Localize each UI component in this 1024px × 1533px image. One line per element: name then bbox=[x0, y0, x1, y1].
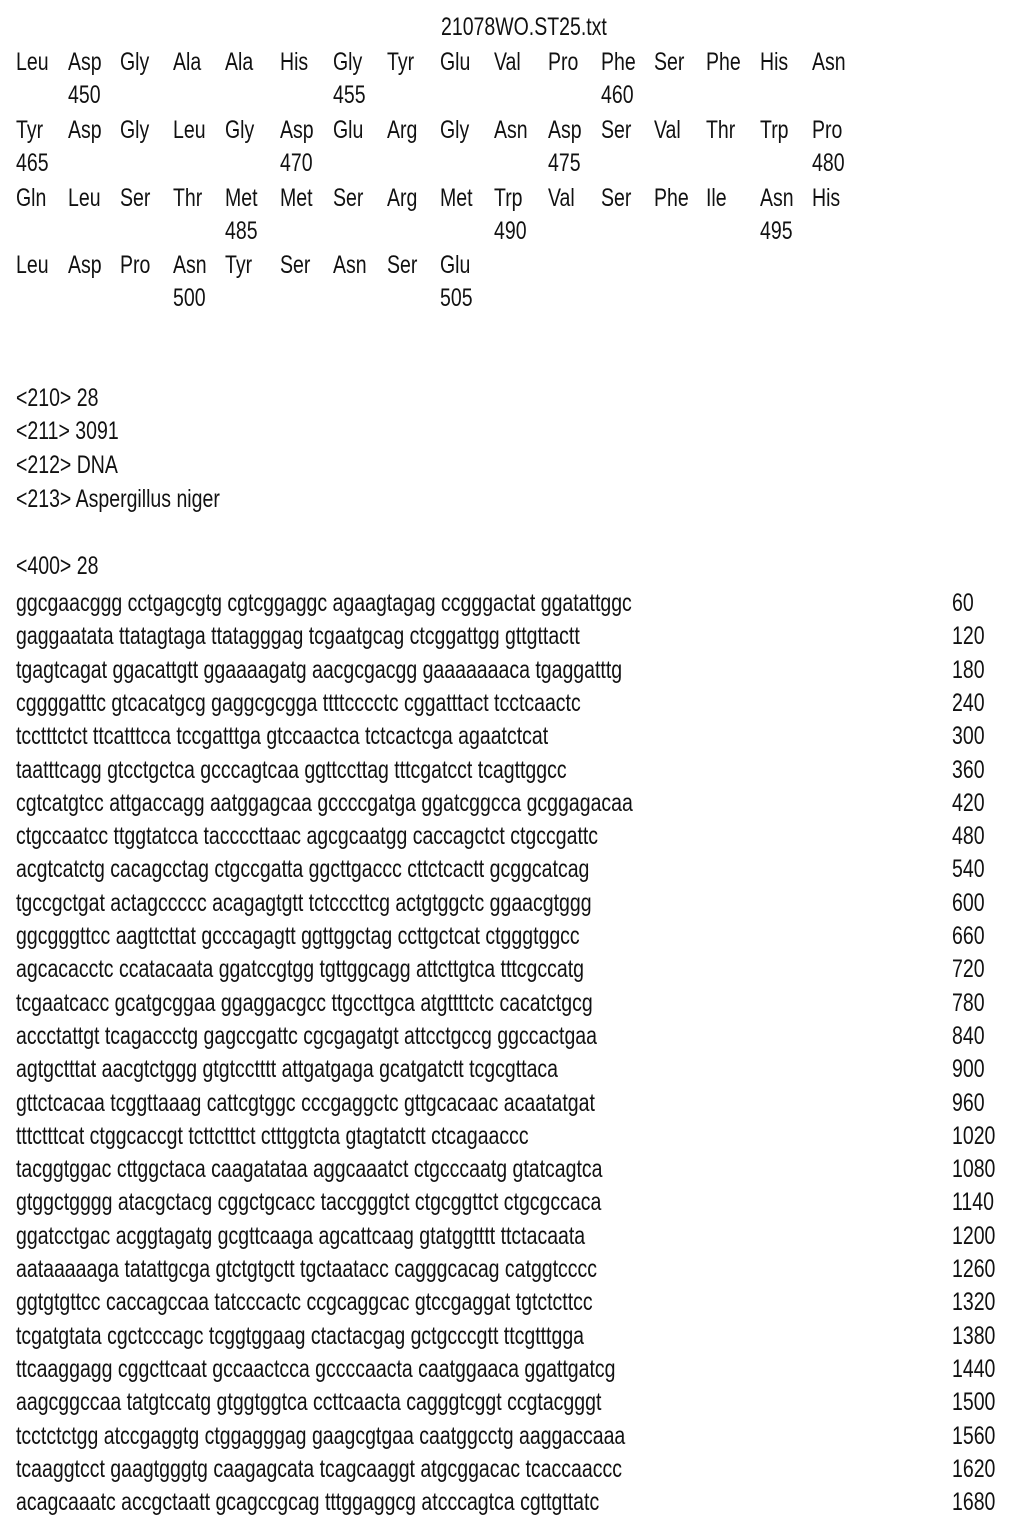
residue: Gly bbox=[333, 48, 363, 76]
dna-position-number: 1680 bbox=[952, 1488, 996, 1517]
seq-listing-field: <400> 28 bbox=[16, 552, 99, 580]
dna-position-number: 1380 bbox=[952, 1321, 996, 1350]
residue: Gly bbox=[120, 116, 150, 144]
residue: Gln bbox=[16, 184, 47, 212]
residue: Ser bbox=[333, 184, 364, 212]
dna-position-number: 960 bbox=[952, 1088, 985, 1117]
residue: Asn bbox=[812, 48, 846, 76]
dna-position-number: 1440 bbox=[952, 1354, 996, 1383]
residue: Tyr bbox=[387, 48, 415, 76]
dna-sequence-line: tcgatgtata cgctcccagc tcggtggaag ctactacgag gctgcccgtt ttcgtttgga bbox=[16, 1321, 585, 1350]
dna-sequence-line: tcctctctgg atccgaggtg ctggagggag gaagcgtgaa caatggcctg aaggaccaaa bbox=[16, 1421, 626, 1450]
dna-position-number: 540 bbox=[952, 855, 985, 884]
dna-sequence-line: aagcggccaa tatgtccatg gtggtggtca ccttcaacta cagggtcggt ccgtacgggt bbox=[16, 1388, 602, 1417]
dna-position-number: 300 bbox=[952, 722, 985, 751]
residue: Asp bbox=[280, 116, 314, 144]
residue: Tyr bbox=[16, 116, 44, 144]
residue: Pro bbox=[120, 251, 151, 279]
dna-position-number: 660 bbox=[952, 922, 985, 950]
dna-sequence-line: gaggaatata ttatagtaga ttatagggag tcgaatgcag ctcggattgg gttgttactt bbox=[16, 622, 580, 651]
dna-position-number: 1020 bbox=[952, 1121, 996, 1150]
dna-sequence-line: ggatcctgac acggtagatg gcgttcaaga agcattcaag gtatggtttt ttctacaata bbox=[16, 1221, 586, 1250]
residue: Ser bbox=[601, 116, 632, 144]
dna-sequence-line: gttctcacaa tcggttaaag cattcgtggc cccgaggctc gttgcacaac acaatatgat bbox=[16, 1088, 595, 1117]
residue-position-number: 490 bbox=[494, 217, 527, 245]
residue: Phe bbox=[654, 184, 689, 212]
dna-sequence-line: tacggtggac cttggctaca caagatataa aggcaaatct ctgcccaatg gtatcagtca bbox=[16, 1155, 603, 1184]
residue: Leu bbox=[173, 116, 206, 144]
residue: Val bbox=[548, 184, 575, 212]
residue: Asp bbox=[68, 48, 102, 76]
dna-position-number: 780 bbox=[952, 988, 985, 1017]
dna-position-number: 1200 bbox=[952, 1221, 996, 1250]
residue-position-number: 500 bbox=[173, 284, 206, 312]
dna-sequence-line: acagcaaatc accgctaatt gcagccgcag tttggaggcg atcccagtca cgttgttatc bbox=[16, 1488, 600, 1517]
dna-sequence-line: ggcgggttcc aagttcttat gcccagagtt ggttggctag ccttgctcat ctgggtggcc bbox=[16, 922, 580, 950]
file-header: 21078WO.ST25.txt bbox=[441, 13, 607, 41]
residue: Met bbox=[440, 184, 473, 212]
residue: Pro bbox=[812, 116, 843, 144]
residue-position-number: 465 bbox=[16, 149, 49, 177]
residue-position-number: 470 bbox=[280, 149, 313, 177]
dna-sequence-line: agcacacctc ccatacaata ggatccgtgg tgttggcagg attcttgtca tttcgccatg bbox=[16, 955, 585, 984]
dna-sequence-line: tcctttctct ttcatttcca tccgatttga gtccaactca tctcactcga agaatctcat bbox=[16, 722, 549, 751]
residue: Ser bbox=[280, 251, 311, 279]
dna-position-number: 600 bbox=[952, 888, 985, 917]
residue: Val bbox=[654, 116, 681, 144]
residue: Asn bbox=[333, 251, 367, 279]
residue: His bbox=[280, 48, 309, 76]
dna-position-number: 1560 bbox=[952, 1421, 996, 1450]
dna-sequence-line: ggtgtgttcc caccagccaa tatcccactc ccgcaggcac gtccgaggat tgtctcttcc bbox=[16, 1288, 593, 1317]
residue-position-number: 455 bbox=[333, 81, 366, 109]
dna-sequence-line: tcaaggtcct gaagtgggtg caagagcata tcagcaaggt atgcggacac tcaccaaccc bbox=[16, 1454, 622, 1483]
dna-sequence-line: acgtcatctg cacagcctag ctgccgatta ggcttgaccc cttctcactt gcggcatcag bbox=[16, 855, 590, 884]
residue: Met bbox=[225, 184, 258, 212]
residue: Ser bbox=[601, 184, 632, 212]
residue: Leu bbox=[68, 184, 101, 212]
dna-position-number: 420 bbox=[952, 788, 985, 817]
dna-position-number: 840 bbox=[952, 1021, 985, 1050]
residue: Gly bbox=[440, 116, 470, 144]
seq-organism-field: <213> Aspergillus niger bbox=[16, 485, 220, 513]
dna-sequence-line: taatttcagg gtcctgctca gcccagtcaa ggttccttag tttcgatcct tcagttggcc bbox=[16, 755, 567, 784]
dna-sequence-line: tgccgctgat actagccccc acagagtgtt tctcccttcg actgtggctc ggaacgtggg bbox=[16, 888, 592, 917]
residue: Gly bbox=[225, 116, 255, 144]
dna-position-number: 720 bbox=[952, 955, 985, 984]
residue: Ala bbox=[173, 48, 202, 76]
residue: Phe bbox=[706, 48, 741, 76]
dna-sequence-line: agtgctttat aacgtctggg gtgtcctttt attgatgaga gcatgatctt tcgcgttaca bbox=[16, 1055, 559, 1084]
residue-position-number: 460 bbox=[601, 81, 634, 109]
dna-sequence-line: ttcaaggagg cggcttcaat gccaactcca gccccaacta caatggaaca ggattgatcg bbox=[16, 1354, 616, 1383]
residue: Pro bbox=[548, 48, 579, 76]
residue-position-number: 450 bbox=[68, 81, 101, 109]
dna-position-number: 1080 bbox=[952, 1155, 996, 1184]
residue: Tyr bbox=[225, 251, 253, 279]
residue: Ile bbox=[706, 184, 727, 212]
dna-position-number: 1500 bbox=[952, 1388, 996, 1417]
dna-sequence-line: ctgccaatcc ttggtatcca taccccttaac agcgcaatgg caccagctct ctgccgattc bbox=[16, 822, 599, 851]
dna-position-number: 1260 bbox=[952, 1255, 996, 1283]
residue: Trp bbox=[760, 116, 789, 144]
residue: Asp bbox=[68, 116, 102, 144]
dna-sequence-line: cggggatttc gtcacatgcg gaggcgcgga ttttcccctc cggatttact tcctcaactc bbox=[16, 688, 581, 717]
residue: His bbox=[760, 48, 789, 76]
dna-position-number: 240 bbox=[952, 688, 985, 717]
residue: Ala bbox=[225, 48, 254, 76]
dna-sequence-line: tttctttcat ctggcaccgt tcttctttct ctttggtcta gtagtatctt ctcagaaccc bbox=[16, 1121, 529, 1150]
dna-position-number: 1620 bbox=[952, 1454, 996, 1483]
dna-position-number: 360 bbox=[952, 755, 985, 784]
dna-sequence-line: tgagtcagat ggacattgtt ggaaaagatg aacgcgacgg gaaaaaaaca tgaggatttg bbox=[16, 655, 623, 684]
residue-position-number: 485 bbox=[225, 217, 258, 245]
dna-position-number: 120 bbox=[952, 622, 985, 651]
residue: Arg bbox=[387, 184, 418, 212]
residue: Leu bbox=[16, 251, 49, 279]
seq-id-field: <210> 28 bbox=[16, 384, 99, 412]
residue: Glu bbox=[440, 251, 471, 279]
residue: Val bbox=[494, 48, 521, 76]
residue: Glu bbox=[333, 116, 364, 144]
residue: Ser bbox=[387, 251, 418, 279]
seq-length-field: <211> 3091 bbox=[16, 417, 119, 445]
residue: Arg bbox=[387, 116, 418, 144]
residue: Phe bbox=[601, 48, 636, 76]
dna-sequence-line: tcgaatcacc gcatgcggaa ggaggacgcc ttgccttgca atgttttctc cacatctgcg bbox=[16, 988, 593, 1017]
residue: Trp bbox=[494, 184, 523, 212]
residue: Ser bbox=[120, 184, 151, 212]
residue: Ser bbox=[654, 48, 685, 76]
dna-position-number: 180 bbox=[952, 655, 985, 684]
dna-sequence-line: accctattgt tcagaccctg gagccgattc cgcgagatgt attcctgccg ggccactgaa bbox=[16, 1021, 598, 1050]
seq-type-field: <212> DNA bbox=[16, 451, 118, 479]
residue: Asn bbox=[494, 116, 528, 144]
dna-sequence-line: aataaaaaga tatattgcga gtctgtgctt tgctaatacc cagggcacag catggtcccc bbox=[16, 1255, 598, 1283]
residue: Asn bbox=[173, 251, 207, 279]
dna-position-number: 1140 bbox=[952, 1188, 994, 1217]
residue: Asp bbox=[548, 116, 582, 144]
dna-position-number: 60 bbox=[952, 589, 974, 617]
residue: Glu bbox=[440, 48, 471, 76]
dna-position-number: 1320 bbox=[952, 1288, 996, 1317]
residue: Leu bbox=[16, 48, 49, 76]
residue-position-number: 495 bbox=[760, 217, 793, 245]
residue: Asn bbox=[760, 184, 794, 212]
residue: Thr bbox=[173, 184, 203, 212]
dna-sequence-line: cgtcatgtcc attgaccagg aatggagcaa gccccgatga ggatcggcca gcggagacaa bbox=[16, 788, 633, 817]
dna-position-number: 480 bbox=[952, 822, 985, 851]
residue: Asp bbox=[68, 251, 102, 279]
residue: Thr bbox=[706, 116, 736, 144]
dna-sequence-line: gtggctgggg atacgctacg cggctgcacc taccgggtct ctgcggttct ctgcgccaca bbox=[16, 1188, 602, 1217]
dna-position-number: 900 bbox=[952, 1055, 985, 1084]
residue-position-number: 480 bbox=[812, 149, 845, 177]
dna-sequence-line: ggcgaacggg cctgagcgtg cgtcggaggc agaagtagag ccgggactat ggatattggc bbox=[16, 589, 632, 617]
residue-position-number: 505 bbox=[440, 284, 473, 312]
residue-position-number: 475 bbox=[548, 149, 581, 177]
residue: His bbox=[812, 184, 841, 212]
residue: Gly bbox=[120, 48, 150, 76]
residue: Met bbox=[280, 184, 313, 212]
